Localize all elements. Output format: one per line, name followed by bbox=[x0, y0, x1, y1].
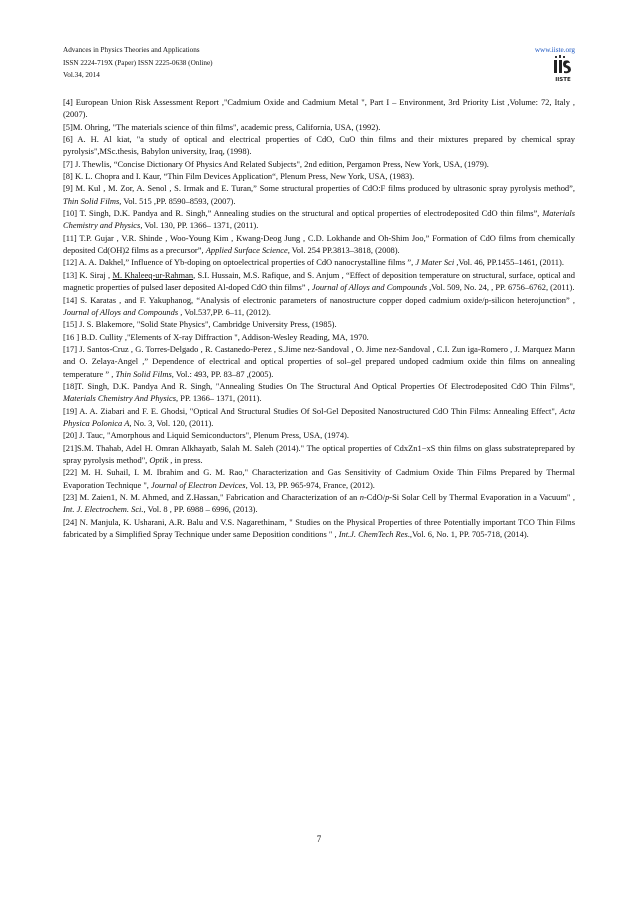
reference-text: [17] J. Santos-Cruz , G. Torres-Delgado , R. Castanedo-Perez , S.Jime nez-Sandoval , O. Jime nez-Sandoval , C.I. Zun iga-Romero , J. Marquez Marın and O. Zelaya-Angel ,” Dependence of electrical and optical properties of sol–gel prepared undoped cadmium oxide thin films on annealing temperature ” , bbox=[63, 343, 575, 379]
reference-entry bbox=[63, 294, 575, 319]
reference-entry bbox=[63, 331, 575, 343]
reference-italic-text: Optik bbox=[149, 454, 169, 465]
reference-italic-text: n bbox=[359, 492, 364, 502]
reference-entry bbox=[63, 256, 575, 268]
volume-line: Vol.34, 2014 bbox=[63, 71, 100, 80]
reference-entry bbox=[63, 466, 575, 491]
reference-entry bbox=[63, 170, 575, 182]
reference-text: [13] K. Siraj , bbox=[63, 269, 113, 280]
reference-text: , PP. 1366– 1371, (2011). bbox=[176, 393, 262, 404]
reference-text: , Vol. 13, PP. 965-974, France, (2012). bbox=[245, 479, 375, 490]
reference-entry bbox=[63, 380, 575, 405]
reference-entry bbox=[63, 318, 575, 330]
iiste-logo bbox=[553, 55, 573, 83]
reference-text: [7] J. Thewlis, “Concise Dictionary Of Physics And Related Subjects", 2nd edition, Pergamon Press, New York, USA, (1979). bbox=[63, 158, 489, 169]
reference-text: [12] A. A. Dakhel,” Influence of Yb-doping on optoelectrical properties of CdO nanocrystalline films ”, bbox=[63, 257, 416, 268]
reference-text: [21]S.M. Thahab, Adel H. Omran Alkhayatb, Salah M. Saleh (2014)." The optical properties of CdxZn1−xS thin films on glass substrateprepared by spray pyrolysis method", bbox=[63, 442, 575, 465]
issn-line: ISSN 2224-719X (Paper) ISSN 2225-0638 (Online) bbox=[63, 58, 213, 67]
reference-italic-text: Journal of Alloys and Compounds bbox=[63, 306, 179, 317]
reference-text: ,Vol. 46, PP.1455–1461, (2011). bbox=[454, 257, 564, 268]
reference-entry bbox=[63, 269, 575, 294]
reference-text: [8] K. L. Chopra and I. Kaur, “Thin Film Devices Application“, Plenum Press, New York, USA, (1983). bbox=[63, 171, 415, 182]
reference-italic-text: Materials Chemistry and Physics bbox=[63, 208, 575, 231]
reference-text: -Si Solar Cell by Thermal Evaporation in a Vacuum" , bbox=[389, 492, 575, 502]
reference-text: ,Vol. 509, No. 24, , PP. 6756–6762, (2011). bbox=[427, 282, 575, 293]
reference-text: [14] S. Karatas , and F. Yakuphanog, “Analysis of electronic parameters of nanostructure copper doped cadmium oxide/p-silicon heterojunction” , bbox=[63, 294, 575, 305]
reference-text: [4] European Union Risk Assessment Report ,"Cadmium Oxide and Cadmium Metal ", Part I – Environment, 3rd Priority List ,Volume: 72, Italy ,(2007). bbox=[63, 97, 575, 120]
reference-text: , Vol. 130, PP. 1366– 1371, (2011). bbox=[140, 220, 259, 231]
reference-text: [9] M. Kul , M. Zor, A. Senol , S. Irmak and E. Turan,” Some structural properties of CdO:F films produced by ultrasonic spray pyrolysis method”, bbox=[63, 183, 575, 194]
reference-italic-text: Int.J. ChemTech Res bbox=[338, 529, 408, 540]
reference-italic-text: Thin Solid Films bbox=[115, 368, 172, 379]
reference-italic-text: Journal of Electron Devices bbox=[150, 479, 246, 490]
reference-text: [24] N. Manjula, K. Usharani, A.R. Balu and V.S. Nagarethinam, " Studies on the Physical Properties of three Potentially important TCO Thin Films fabricated by a Simplified Spray Technique under same Deposition conditions " , bbox=[63, 516, 575, 540]
reference-italic-text: Int. J. Electrochem. Sci. bbox=[63, 504, 144, 515]
reference-list bbox=[63, 96, 575, 540]
reference-entry bbox=[63, 442, 575, 467]
reference-italic-text: p bbox=[385, 492, 390, 502]
reference-entry bbox=[63, 491, 575, 516]
reference-entry bbox=[63, 133, 575, 158]
reference-text: Vol. 254 PP.3813–3818, (2008). bbox=[289, 245, 400, 256]
reference-text: [15] J. S. Blakemore, "Solid State Physics", Cambridge University Press, (1985). bbox=[63, 319, 337, 330]
reference-text: [19] A. A. Ziabari and F. E. Ghodsi, "Optical And Structural Studies Of Sol-Gel Deposited Nanostructured CdO Thin Films: Annealing Effect", bbox=[63, 405, 560, 416]
journal-url-link[interactable]: www.iiste.org bbox=[534, 46, 575, 54]
reference-entry bbox=[63, 343, 575, 380]
reference-text: [10] T. Singh, D.K. Pandya and R. Singh,” Annealing studies on the structural and optical properties of electrodeposited CdO thin films”, bbox=[63, 208, 543, 219]
reference-text: , Vol. 515 ,PP. 8590–8593, (2007). bbox=[119, 195, 236, 206]
reference-italic-text: Thin Solid Films bbox=[63, 195, 120, 206]
reference-underlined-text: M. Khaleeq-ur-Rahman bbox=[112, 269, 194, 280]
reference-italic-text: Journal of Alloys and Compounds bbox=[311, 282, 428, 293]
reference-text: [23] M. Zaien1, N. M. Ahmed, and Z.Hassan," Fabrication and Characterization of an bbox=[63, 492, 360, 502]
reference-text: [16 ] B.D. Cullity ,"Elements of X-ray Diffraction ", Addison-Wesley Reading, MA, 1970. bbox=[63, 331, 369, 342]
reference-text: , Vol. 8 , PP. 6988 – 6996, (2013). bbox=[143, 504, 258, 515]
reference-entry bbox=[63, 429, 575, 441]
reference-italic-text: Acta Physica Polonica A bbox=[63, 405, 575, 428]
reference-text: [18]T. Singh, D.K. Pandya And R. Singh, "Annealing Studies On The Structural And Optical Properties Of Electrodeposited CdO Thin Films", bbox=[63, 380, 575, 391]
reference-text: .,Vol. 6, No. 1, PP. 705-718, (2014). bbox=[407, 529, 529, 540]
reference-entry bbox=[63, 182, 575, 207]
page-number: 7 bbox=[316, 834, 322, 844]
logo-text: IISTE bbox=[555, 77, 571, 83]
reference-text: [11] T.P. Gujar , V.R. Shinde , Woo-Young Kim , Kwang-Deog Jung , C.D. Lokhande and Oh-Shim Joo,” Formation of CdO films from chemically deposited Cd(OH)2 films as a precursor”, bbox=[63, 232, 575, 256]
reference-text: -CdO/ bbox=[363, 492, 386, 502]
reference-entry bbox=[63, 516, 575, 541]
reference-text: , Vol.537,PP. 6–11, (2012). bbox=[178, 306, 271, 317]
reference-text: [22] M. H. Suhail, I. M. Ibrahim and G. M. Rao," Characterization and Gas Sensitivity of Cadmium Oxide Thin Films Prepared by Thermal Evaporation Technique ", bbox=[63, 467, 575, 490]
reference-text: , Vol.: 493, PP. 83–87 ,(2005). bbox=[171, 368, 274, 379]
reference-text: , No. 3, Vol. 120, (2011). bbox=[129, 417, 214, 428]
reference-entry bbox=[63, 232, 575, 257]
reference-italic-text: J Mater Sci bbox=[415, 257, 455, 268]
reference-entry bbox=[63, 121, 575, 133]
reference-entry bbox=[63, 96, 575, 121]
reference-text: [20] J. Tauc, "Amorphous and Liquid Semiconductors", Plenum Press, USA, (1974). bbox=[63, 430, 349, 441]
reference-entry bbox=[63, 207, 575, 232]
reference-italic-text: Applied Surface Science, bbox=[205, 245, 290, 256]
reference-text: [5]M. Ohring, "The materials science of thin films", academic press, California, USA, (1992). bbox=[63, 121, 381, 132]
reference-text: [6] A. H. Al kiat, "a study of optical and electrical properties of CdO, CuO thin films and their mixtures prepared by chemical spray pyrolysis",MSc.thesis, Babylon university, Iraq, (1998). bbox=[63, 134, 575, 157]
reference-text: , in press. bbox=[168, 454, 203, 465]
reference-entry bbox=[63, 158, 575, 170]
journal-title: Advances in Physics Theories and Applications bbox=[63, 46, 200, 54]
reference-italic-text: Materials Chemistry And Physics bbox=[63, 393, 177, 404]
reference-entry bbox=[63, 405, 575, 430]
reference-text: , S.I. Hussain, M.S. Rafique, and S. Anjum , “Effect of deposition temperature on structural, surface, optical and magnetic properties of pulsed laser deposited Al-doped CdO thin films” , bbox=[63, 269, 575, 293]
page-header bbox=[63, 44, 575, 90]
